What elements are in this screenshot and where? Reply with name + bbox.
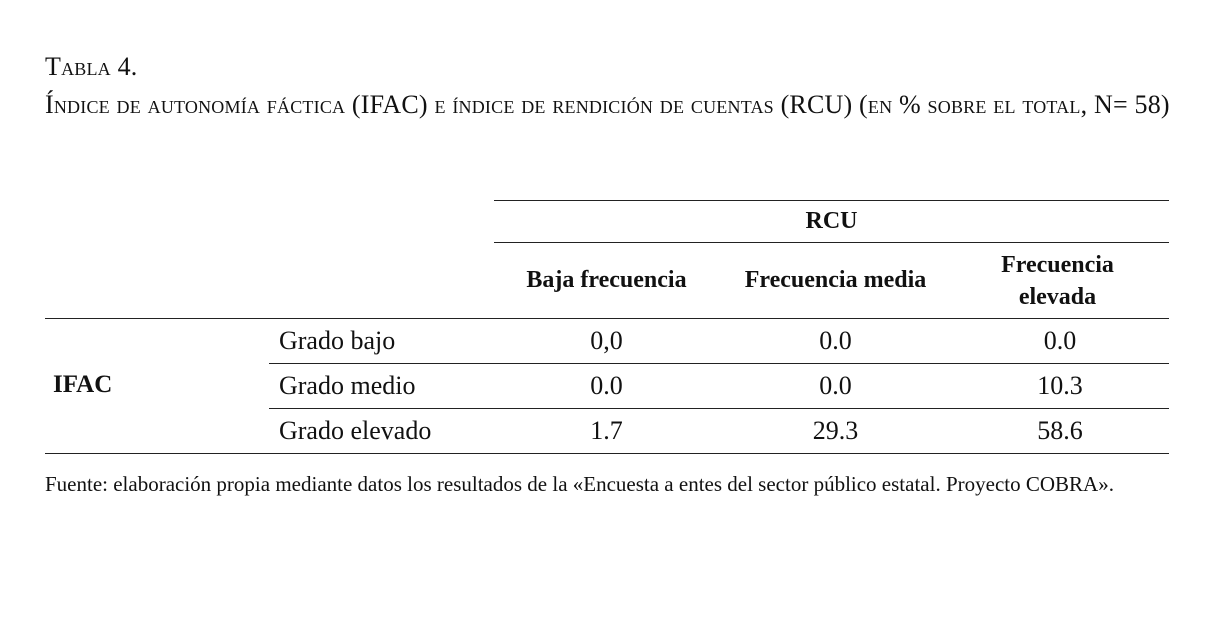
column-group-header: RCU [805,208,858,234]
table-cell: 58.6 [1037,416,1083,445]
table-cell: 0.0 [1043,326,1077,355]
table-title: Índice de autonomía fáctica (IFAC) e índice de rendición de cuentas (RCU) (en % sobre el total, N= 58) [45,90,1170,119]
row-label: Grado bajo [279,326,396,355]
rule-under-row-2 [269,408,1169,409]
table-label: Tabla 4. [45,52,138,81]
table-cell: 0.0 [819,326,852,355]
table-cell: 10.3 [1037,371,1083,400]
table-cell: 0.0 [819,371,852,400]
column-header-frecuencia-elevada: Frecuencia elevada [1001,252,1114,310]
source-footnote: Fuente: elaboración propia mediante datos los resultados de la «Encuesta a entes del sector público estatal. Proyecto COBRA». [45,472,1114,496]
rule-under-group-header [494,242,1169,243]
column-header-frecuencia-media: Frecuencia media [744,267,927,293]
table-caption [45,48,1185,124]
rule-top [494,200,1169,201]
table-cell: 1.7 [590,416,623,445]
table-cell: 0.0 [590,371,623,400]
rule-bottom [45,453,1169,454]
rule-under-row-1 [269,363,1169,364]
table-cell: 0,0 [590,326,623,355]
table-cell: 29.3 [812,416,859,445]
row-label: Grado elevado [279,416,432,445]
row-group-header: IFAC [53,371,113,398]
rule-under-column-headers [45,318,1169,319]
row-label: Grado medio [279,371,416,400]
column-header-baja-frecuencia: Baja frecuencia [526,267,687,293]
